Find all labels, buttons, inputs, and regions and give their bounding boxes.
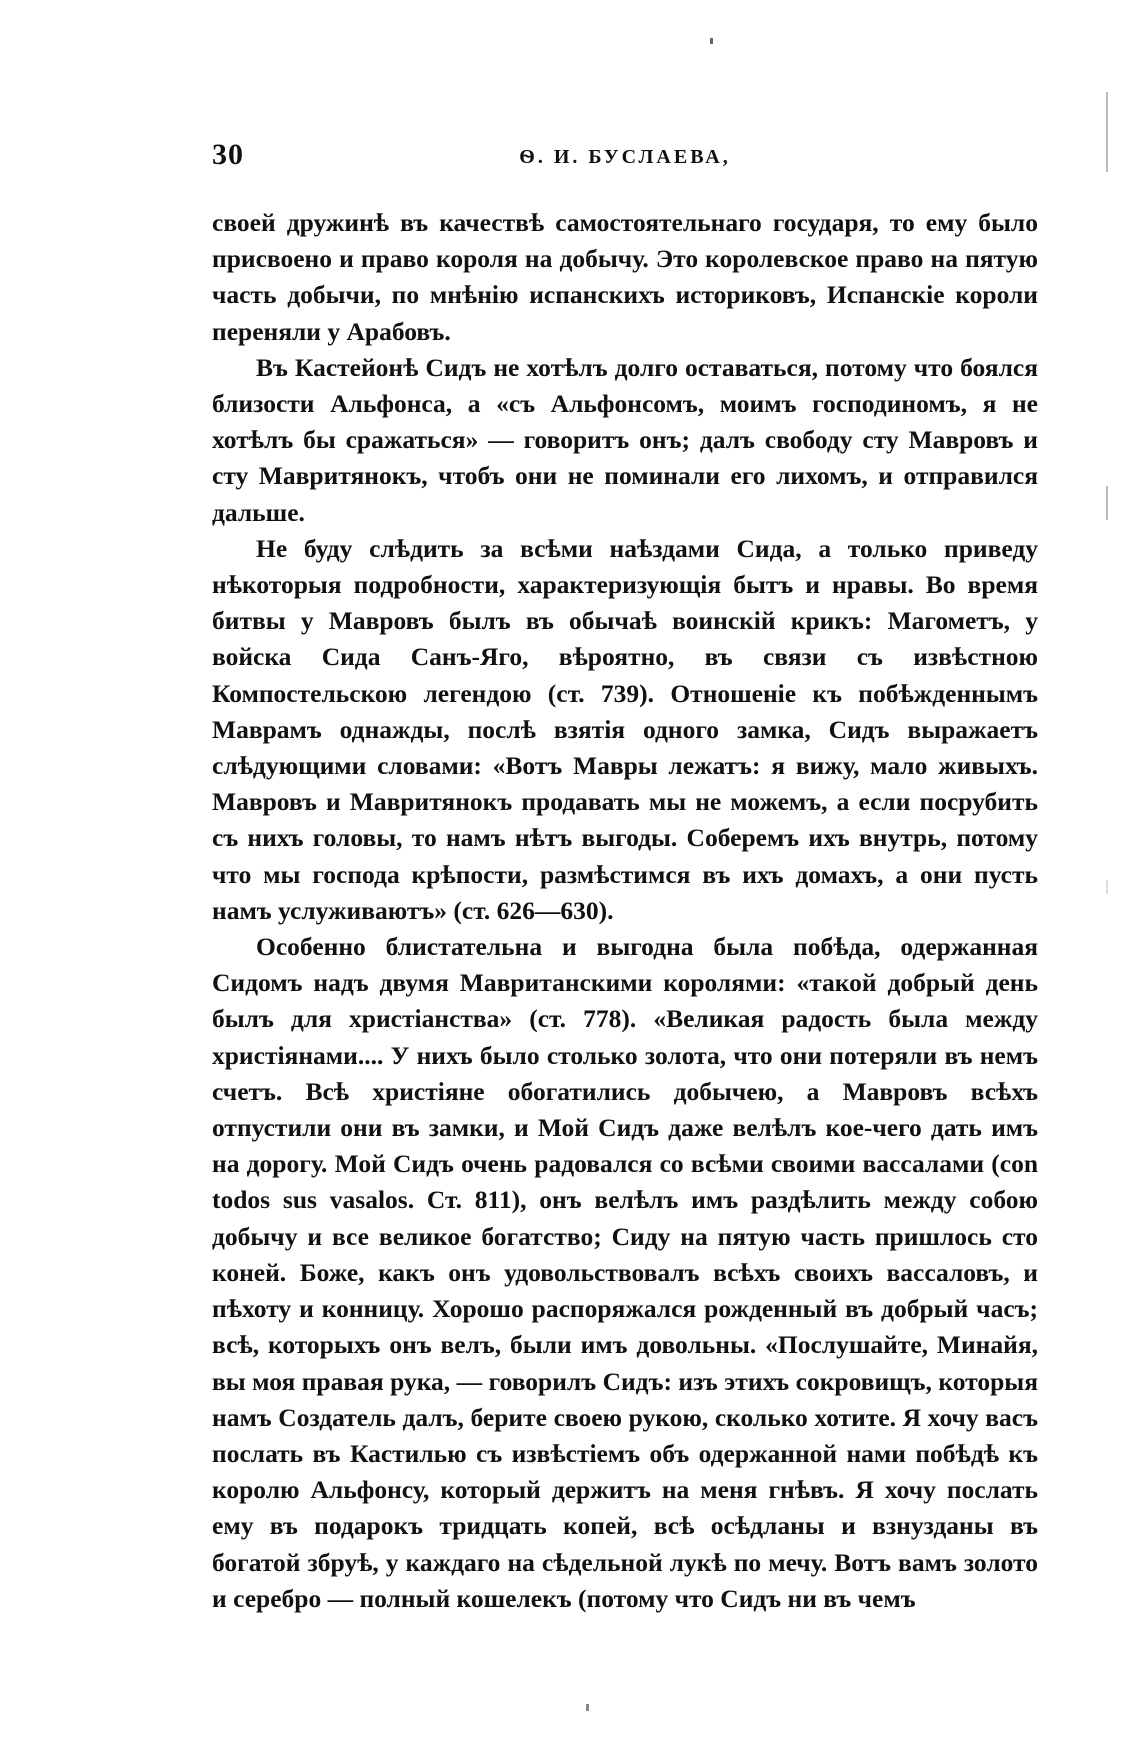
scan-speck bbox=[710, 38, 713, 44]
scan-edge-line bbox=[1106, 486, 1108, 520]
scan-edge-line bbox=[1106, 880, 1108, 894]
scan-edge-line bbox=[1106, 92, 1108, 172]
running-head: Ѳ. И. БУСЛАЕВА, bbox=[519, 146, 731, 168]
page-number: 30 bbox=[212, 138, 244, 171]
scan-speck bbox=[586, 1704, 589, 1711]
paragraph: Не буду слѣдить за всѣми наѣздами Сида, а только приведу нѣкоторыя подробности, характеризующія бытъ и нравы. Во время битвы у Мавровъ былъ въ обычаѣ воинскій крикъ: Магометъ, у войска Сида Санъ-Яго, вѣроятно, въ связи съ извѣстною Компостельскою легендою (ст. 739). Отношеніе къ побѣжденнымъ Маврамъ однажды, послѣ взятія одного замка, Сидъ выражаетъ слѣдующими словами: «Вотъ Мавры лежатъ: я вижу, мало живыхъ. Мавровъ и Мавритянокъ продавать мы не можемъ, а если посрубить съ нихъ головы, то намъ нѣтъ выгоды. Соберемъ ихъ внутрь, потому что мы господа крѣпости, размѣстимся въ ихъ домахъ, а они пусть намъ услуживаютъ» (ст. 626—630). bbox=[212, 533, 1038, 925]
paragraph: своей дружинѣ въ качествѣ самостоятельнаго государя, то ему было присвоено и право короля на добычу. Это королевское право на пятую часть добычи, по мнѣнію испанскихъ историковъ, Испанскіе короли переняли у Арабовъ. bbox=[212, 208, 1038, 346]
page-header bbox=[212, 138, 1038, 186]
paragraph: Особенно блистательна и выгодна была побѣда, одержанная Сидомъ надъ двумя Мавританскими королями: «такой добрый день былъ для христіанства» (ст. 778). «Великая радость была между христіянами.... У нихъ было столько золота, что они потеряли въ немъ счетъ. Всѣ христіяне обогатились добычею, а Мавровъ всѣхъ отпустили они въ замки, и Мой Сидъ даже велѣлъ кое-чего дать имъ на дорогу. Мой Сидъ очень радовался со всѣми своими вассалами (con todos sus vasalos. Ст. 811), онъ велѣлъ имъ раздѣлить между собою добычу и все великое богатство; Сиду на пятую часть пришлось сто коней. Боже, какъ онъ удовольствовалъ всѣхъ своихъ вассаловъ, и пѣхоту и конницу. Хорошо распоряжался рожденный въ добрый часъ; всѣ, которыхъ онъ велъ, были имъ довольны. «Послушайте, Минайя, вы моя правая рука, — говорилъ Сидъ: изъ этихъ сокровищъ, которыя намъ Создатель далъ, берите своею рукою, сколько хотите. Я хочу васъ послать въ Кастилью съ извѣстіемъ объ одержанной нами побѣдѣ къ королю Альфонсу, который держитъ на меня гнѣвъ. Я хочу послать ему въ подарокъ тридцать копей, всѣ осѣдланы и взнузданы въ богатой збруѣ, у каждаго на сѣдельной лукѣ по мечу. Вотъ вамъ золото и серебро — полный кошелекъ (потому что Сидъ ни въ чемъ bbox=[212, 932, 1038, 1613]
body-text bbox=[212, 205, 1038, 1617]
paragraph: Въ Кастейонѣ Сидъ не хотѣлъ долго оставаться, потому что боялся близости Альфонса, а «съ Альфонсомъ, моимъ господиномъ, я не хотѣлъ бы сражаться» — говоритъ онъ; далъ свободу сту Мавровъ и сту Мавритянокъ, чтобъ они не поминали его лихомъ, и отправился дальше. bbox=[212, 352, 1038, 527]
